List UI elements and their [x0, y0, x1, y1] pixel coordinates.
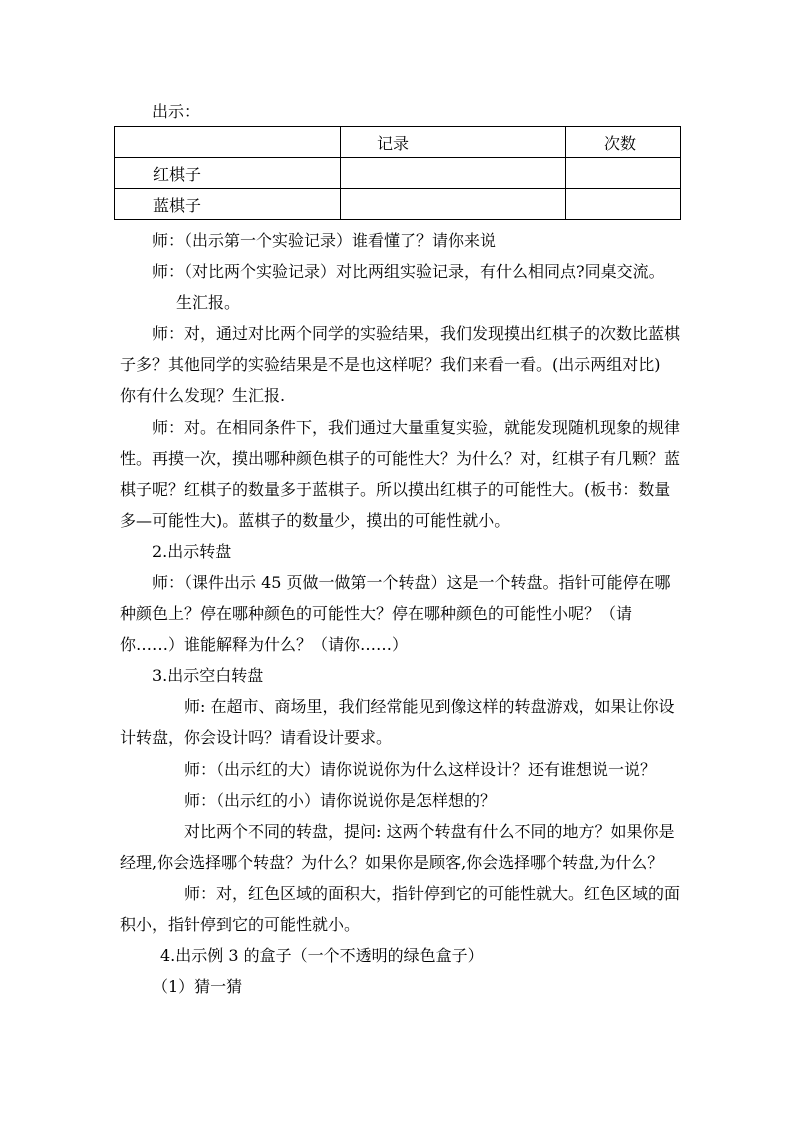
paragraph-line: 子多？其他同学的实验结果是不是也这样呢？我们来看一看。(出示两组对比) [120, 355, 661, 374]
intro-text: 出示： [152, 102, 201, 121]
paragraph-line: 师：（出示第一个实验记录）谁看懂了？请你来说 [152, 231, 497, 250]
paragraph-line: 对比两个不同的转盘，提问: 这两个转盘有什么不同的地方？如果你是 [184, 822, 675, 841]
table-cell [341, 158, 566, 189]
paragraph-line: 师: 在超市、商场里，我们经常能见到像这样的转盘游戏，如果让你设 [184, 697, 675, 716]
table-header-cell: 次数 [566, 127, 681, 158]
paragraph-line: 师：（出示红的小）请你说说你是怎样想的？ [184, 791, 497, 810]
section-heading: 4.出示例 3 的盒子（一个不透明的绿色盒子） [160, 946, 484, 965]
paragraph-line: 师：（课件出示 45 页做一做第一个转盘）这是一个转盘。指针可能停在哪 [152, 573, 671, 592]
paragraph-line: 师：（出示红的大）请你说说你为什么这样设计？还有谁想说一说？ [184, 760, 657, 779]
sub-heading: （1）猜一猜 [152, 977, 243, 996]
paragraph-line: 经理,你会选择哪个转盘？为什么？如果你是顾客,你会选择哪个转盘,为什么？ [120, 853, 664, 872]
section-heading: 2.出示转盘 [152, 542, 232, 561]
paragraph-line: 师：对。在相同条件下，我们通过大量重复实验，就能发现随机现象的规律 [152, 418, 681, 437]
table-row [115, 189, 681, 220]
paragraph-line: 种颜色上？停在哪种颜色的可能性大？停在哪种颜色的可能性小呢？（请 [120, 604, 633, 623]
table-header-row [115, 127, 681, 158]
table-row [115, 158, 681, 189]
table-header-cell: 记录 [341, 127, 566, 158]
table-cell: 红棋子 [115, 158, 341, 189]
table-cell [566, 158, 681, 189]
record-table [114, 126, 681, 220]
paragraph-line: 积小，指针停到它的可能性就小。 [120, 915, 361, 934]
paragraph-line: 棋子呢？红棋子的数量多于蓝棋子。所以摸出红棋子的可能性大。(板书：数量 [120, 480, 671, 499]
table-header-cell [115, 127, 341, 158]
paragraph-line: 你……）谁能解释为什么？（请你……） [120, 635, 409, 654]
section-heading: 3.出示空白转盘 [152, 666, 264, 685]
paragraph-line: 师：对，红色区域的面积大，指针停到它的可能性就大。红色区域的面 [184, 884, 681, 903]
paragraph-line: 生汇报。 [176, 293, 241, 312]
table-cell [566, 189, 681, 220]
paragraph-line: 性。再摸一次，摸出哪种颜色棋子的可能性大？为什么？对，红棋子有几颗？蓝 [120, 449, 681, 468]
table-cell: 蓝棋子 [115, 189, 341, 220]
paragraph-line: 你有什么发现？生汇报. [120, 386, 286, 405]
table-cell [341, 189, 566, 220]
paragraph-line: 多—可能性大)。蓝棋子的数量少，摸出的可能性就小。 [120, 511, 511, 530]
paragraph-line: 师：（对比两个实验记录）对比两组实验记录，有什么相同点?同桌交流。 [152, 262, 665, 281]
paragraph-line: 师：对，通过对比两个同学的实验结果，我们发现摸出红棋子的次数比蓝棋 [152, 324, 681, 343]
paragraph-line: 计转盘，你会设计吗？请看设计要求。 [120, 728, 393, 747]
